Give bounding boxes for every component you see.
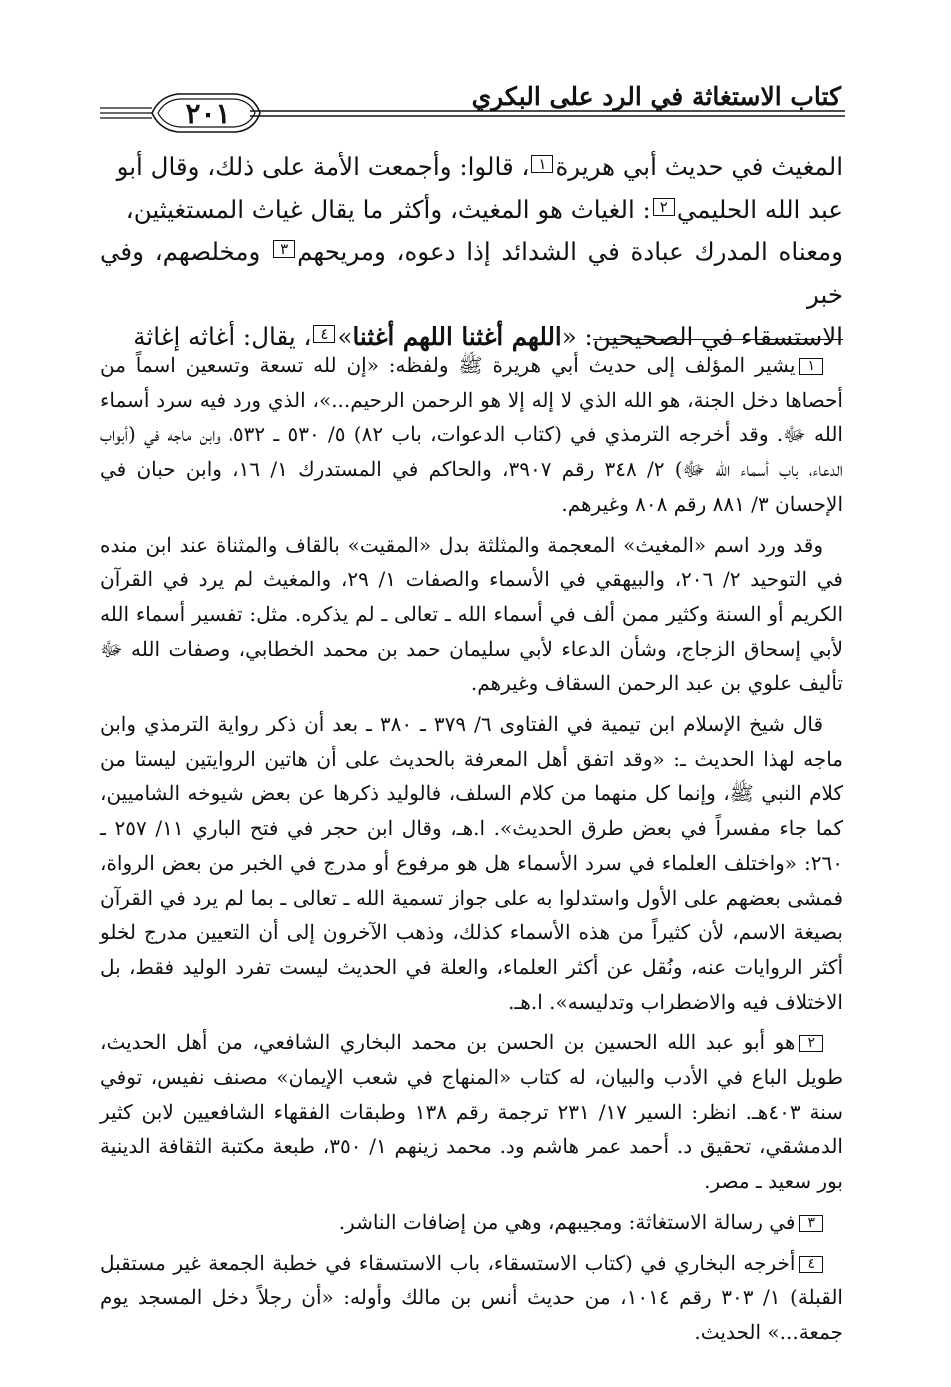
text-run: الاستسقاء في الصحيحين: « (561, 322, 843, 351)
main-line (100, 231, 843, 316)
main-text (100, 146, 843, 359)
footnote-text: وقد ورد اسم «المغيث» المعجمة والمثلثة بدل «المقيت» بالقاف والمثناة عند ابن منده في التوحيد ٢/ ٢٠٦، والبيهقي في الأسماء والصفات ١/ ٢٩، والمغيث لم يرد في القرآن الكريم أو السنة وكثير ممن ألف في أسماء الله ـ تعالى ـ لم يذكره. مثل: تفسير أسماء الله لأبي إسحاق الزجاج، وشأن الدعاء لأبي سليمان حمد بن محمد الخطابي، وصفات الله ﷻ تأليف علوي بن عبد الرحمن السقاف وغيرهم. (100, 532, 843, 696)
running-title: كتاب الاستغاثة في الرد على البكري (471, 82, 841, 111)
footnotes (100, 348, 843, 1356)
footnote (100, 1205, 843, 1240)
footnote-number: ٢ (799, 1035, 823, 1052)
footnote-text: في رسالة الاستغاثة: ومجيبهم، وهي من إضافات الناشر. (338, 1209, 796, 1234)
footnote-separator (593, 339, 843, 340)
footnote-paragraph (100, 528, 843, 702)
main-line (100, 146, 843, 189)
footnote-number: ٤ (799, 1256, 823, 1273)
text-run: ومخلصهم، وفي خبر (100, 237, 843, 309)
page-number: ٢٠١ (185, 97, 231, 130)
text-run: ، يقال: أغاثه إغاثة (133, 322, 312, 351)
footnote-ref[interactable]: ٤ (313, 325, 335, 343)
footnote-text: قال شيخ الإسلام ابن تيمية في الفتاوى ٦/ ٣٧٩ ـ ٣٨٠ ـ بعد أن ذكر رواية الترمذي وابن ماجه لهذا الحديث ـ: «وقد اتفق أهل المعرفة بالحديث على أن هاتين الروايتين ليستا من كلام النبي ﷺ، وإنما كل منهما من كلام السلف، فالوليد ذكرها عن بعض شيوخه الشاميين، كما جاء مفسراً في بعض طرق الحديث». ا.هـ، وقال ابن حجر في فتح الباري ١١/ ٢٥٧ ـ ٢٦٠: «واختلف العلماء في سرد الأسماء هل هو مرفوع أو مدرج في الخبر من بعض الرواة، فمشى بعضهم على الأول واستدلوا به على جواز تسمية الله ـ تعالى ـ بما لم يرد في القرآن بصيغة الاسم، لأن كثيراً من هذه الأسماء كذلك، وذهب الآخرون إلى أن التعيين مدرج لخلو أكثر الروايات عنه، ونُقل عن أكثر العلماء، والعلة في الحديث ليست تفرد الوليد فقط، بل الاختلاف فيه والاضطراب وتدليسه». ا.هـ. (100, 712, 843, 1014)
footnote-ref[interactable]: ١ (531, 155, 553, 173)
footnote-number: ١ (799, 358, 823, 375)
main-line (100, 189, 843, 232)
hadith-quote: اللهم أغثنا اللهم أغثنا (352, 322, 562, 351)
text-run: : الغياث هو المغيث، وأكثر ما يقال غياث المستغيثين، (125, 194, 651, 224)
footnote-ref[interactable]: ٣ (273, 240, 295, 258)
text-run: عبد الله الحليمي (676, 194, 843, 224)
footnote (100, 348, 843, 522)
footnote (100, 1025, 843, 1199)
text-run: ، قالوا: وأجمعت الأمة على ذلك، وقال أبو (116, 152, 530, 181)
footnote (100, 1246, 843, 1350)
footnote-paragraph (100, 707, 843, 1019)
footnote-ref[interactable]: ٢ (653, 198, 675, 216)
footnote-number: ٣ (799, 1215, 823, 1232)
text-run: ومعناه المدرك عبادة في الشدائد إذا دعوه، ومريحهم (297, 237, 844, 266)
footnote-text: يشير المؤلف إلى حديث أبي هريرة ﷺ ولفظه: «إن لله تسعة وتسعين اسماً من أحصاها دخل الجنة، هو الله الذي لا إله إلا هو الرحمن الرحيم...»، الذي ورد فيه سرد أسماء الله ﷻ. وقد أخرجه الترمذي في (كتاب الدعوات، باب ٨٢) ٥/ ٥٣٠ ـ ٥٣٢، وابن ماجه في (أبواب الدعاء، باب أسماء الله ﷻ) ٢/ ٣٤٨ رقم ٣٩٠٧، والحاكم في المستدرك ١/ ١٦، وابن حبان في الإحسان ٣/ ٨٨١ رقم ٨٠٨ وغيرهم. (100, 353, 843, 516)
footnote-text: هو أبو عبد الله الحسين بن الحسن بن محمد البخاري الشافعي، من أهل الحديث، طويل الباع في الأدب والبيان، له كتاب «المنهاج في شعب الإيمان» مصنف نفيس، توفي سنة ٤٠٣هـ. انظر: السير ١٧/ ٢٣١ ترجمة رقم ١٣٨ وطبقات الفقهاء الشافعيين لابن كثير الدمشقي، تحقيق د. أحمد عمر هاشم ود. محمد زينهم ١/ ٣٥٠، طبعة مكتبة الثقافة الدينية بور سعيد ـ مصر. (100, 1030, 843, 1194)
footnote-text: أخرجه البخاري في (كتاب الاستسقاء، باب الاستسقاء في خطبة الجمعة غير مستقبل القبلة) ١/ ٣٠٣ رقم ١٠١٤، من حديث أنس بن مالك وأوله: «أن رجلاً دخل المسجد يوم جمعة...» الحديث. (100, 1250, 843, 1344)
text-run: » (337, 322, 353, 351)
text-run: المغيث في حديث أبي هريرة (555, 152, 843, 181)
